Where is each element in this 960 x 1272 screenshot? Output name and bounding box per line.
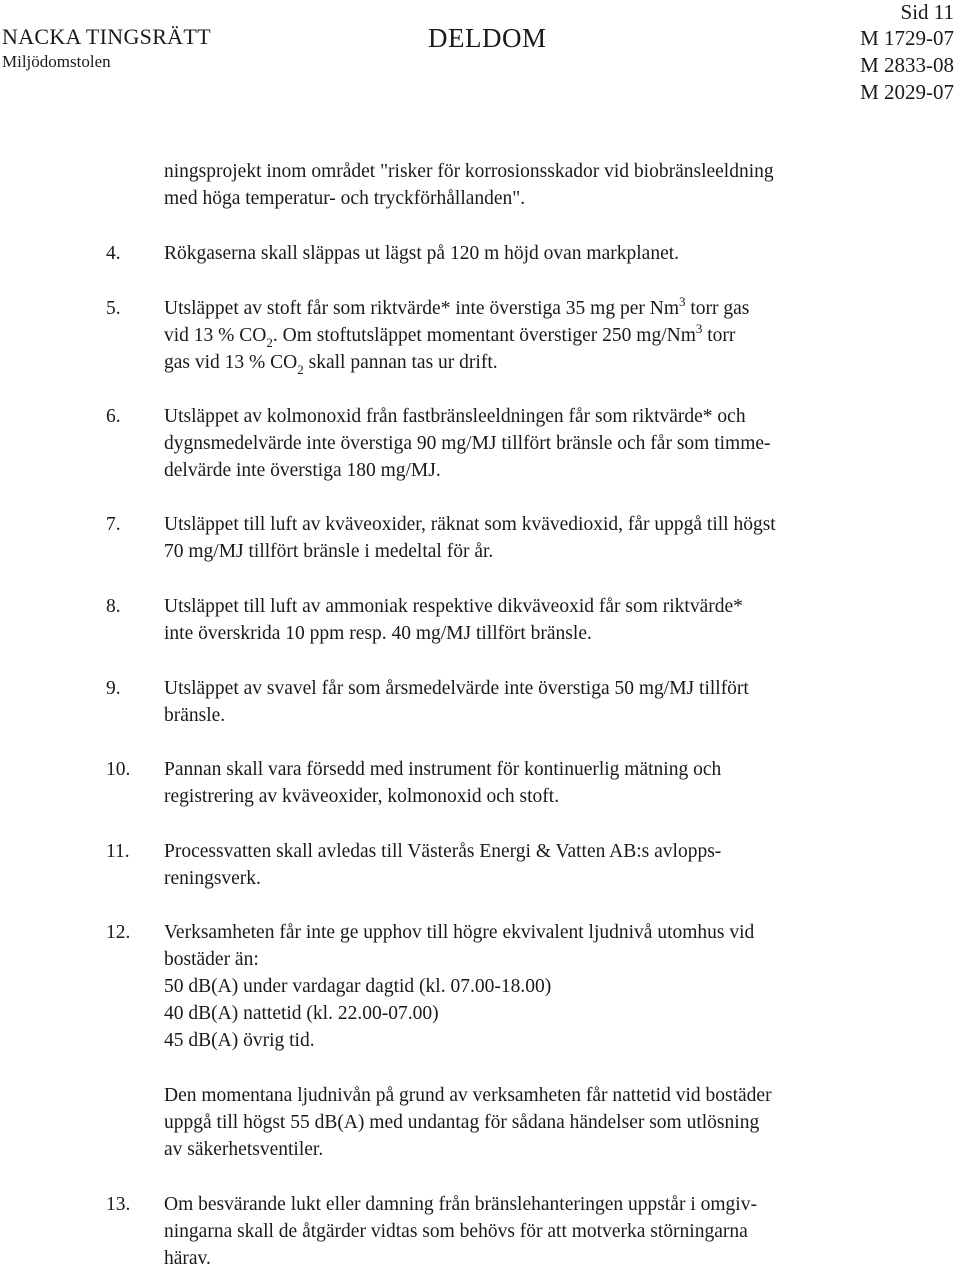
text-line: Om besvärande lukt eller damning från bränslehanteringen uppstår i omgiv- bbox=[164, 1194, 757, 1215]
text-line: Utsläppet av stoft får som riktvärde* inte överstiga 35 mg per Nm$^3$ torr gas bbox=[164, 293, 750, 319]
superscript: 3 bbox=[679, 293, 686, 309]
item-number: 8. bbox=[106, 596, 121, 617]
text-line: delvärde inte överstiga 180 mg/MJ. bbox=[164, 460, 441, 481]
item-number: 13. bbox=[106, 1194, 131, 1215]
text-line: 70 mg/MJ tillfört bränsle i medeltal för år. bbox=[164, 541, 494, 562]
item-number: 6. bbox=[106, 406, 121, 427]
text-line: vid 13 % $CO_2$. Om stoftutsläppet momentant överstiger 250 mg/Nm$^3$ torr bbox=[164, 320, 736, 350]
text-line: Utsläppet av svavel får som årsmedelvärde inte överstiga 50 mg/MJ tillfört bbox=[164, 678, 749, 699]
item-text bbox=[164, 919, 924, 1054]
item-number: 5. bbox=[106, 298, 121, 319]
text-line: uppgå till högst 55 dB(A) med undantag för sådana händelser som utlösning bbox=[164, 1112, 760, 1133]
item-number: 9. bbox=[106, 678, 121, 699]
item-text bbox=[164, 511, 924, 565]
text-line: bränsle. bbox=[164, 705, 226, 726]
item-text bbox=[164, 675, 924, 729]
item-number: 10. bbox=[106, 759, 131, 780]
noise-paragraph bbox=[164, 1082, 924, 1163]
text-line: inte överskrida 10 ppm resp. 40 mg/MJ tillfört bränsle. bbox=[164, 623, 592, 644]
case-number: M 2029-07 bbox=[860, 80, 954, 104]
text-line: Den momentana ljudnivån på grund av verksamheten får nattetid vid bostäder bbox=[164, 1085, 772, 1106]
subscript: 2 bbox=[297, 361, 304, 377]
subscript: 2 bbox=[266, 334, 273, 350]
text-line: Utsläppet till luft av ammoniak respektive dikväveoxid får som riktvärde* bbox=[164, 596, 743, 617]
text-line: registrering av kväveoxider, kolmonoxid och stoft. bbox=[164, 786, 560, 807]
case-number: M 1729-07 bbox=[860, 26, 954, 50]
text-line: 50 dB(A) under vardagar dagtid (kl. 07.00-18.00) bbox=[164, 976, 552, 997]
item-number: 11. bbox=[106, 841, 130, 862]
continuation-paragraph bbox=[164, 158, 924, 212]
text-line: ningsprojekt inom området "risker för korrosionsskador vid biobränsleeldning bbox=[164, 161, 774, 182]
text-line: 45 dB(A) övrig tid. bbox=[164, 1030, 315, 1051]
item-text bbox=[164, 1191, 924, 1272]
document-type: DELDOM bbox=[428, 23, 547, 53]
text-line: Processvatten skall avledas till Västerås Energi & Vatten AB:s avlopps- bbox=[164, 841, 722, 862]
text-line: dygnsmedelvärde inte överstiga 90 mg/MJ tillfört bränsle och får som timme- bbox=[164, 433, 771, 454]
court-department: Miljödomstolen bbox=[2, 52, 111, 71]
text-line: 40 dB(A) nattetid (kl. 22.00-07.00) bbox=[164, 1003, 439, 1024]
text-line: bostäder än: bbox=[164, 949, 259, 970]
text-line: Utsläppet av kolmonoxid från fastbränsleeldningen får som riktvärde* och bbox=[164, 406, 746, 427]
text-line: gas vid 13 % $CO_2$ skall pannan tas ur drift. bbox=[164, 352, 498, 377]
item-text bbox=[164, 593, 924, 647]
text-line: av säkerhetsventiler. bbox=[164, 1139, 324, 1160]
text-line: härav. bbox=[164, 1248, 211, 1269]
item-text bbox=[164, 295, 924, 376]
item-number: 12. bbox=[106, 922, 131, 943]
court-name: NACKA TINGSRÄTT bbox=[2, 24, 211, 49]
text-line: Verksamheten får inte ge upphov till högre ekvivalent ljudnivå utomhus vid bbox=[164, 922, 755, 943]
case-number: M 2833-08 bbox=[860, 53, 954, 77]
page-number: Sid 11 bbox=[900, 0, 954, 24]
text-line: ningarna skall de åtgärder vidtas som behövs för att motverka störningarna bbox=[164, 1221, 748, 1242]
item-number: 7. bbox=[106, 514, 121, 535]
item-text bbox=[164, 838, 924, 892]
text-line: Rökgaserna skall släppas ut lägst på 120 m höjd ovan markplanet. bbox=[164, 243, 680, 264]
text-line: Utsläppet till luft av kväveoxider, räknat som kvävedioxid, får uppgå till högst bbox=[164, 514, 776, 535]
text-line: med höga temperatur- och tryckförhållanden". bbox=[164, 188, 526, 209]
superscript: 3 bbox=[695, 320, 703, 336]
text-line: reningsverk. bbox=[164, 868, 261, 889]
item-text bbox=[164, 756, 924, 810]
item-number: 4. bbox=[106, 243, 121, 264]
text-line: Pannan skall vara försedd med instrument för kontinuerlig mätning och bbox=[164, 759, 722, 780]
item-text bbox=[164, 240, 924, 267]
item-text bbox=[164, 403, 924, 484]
